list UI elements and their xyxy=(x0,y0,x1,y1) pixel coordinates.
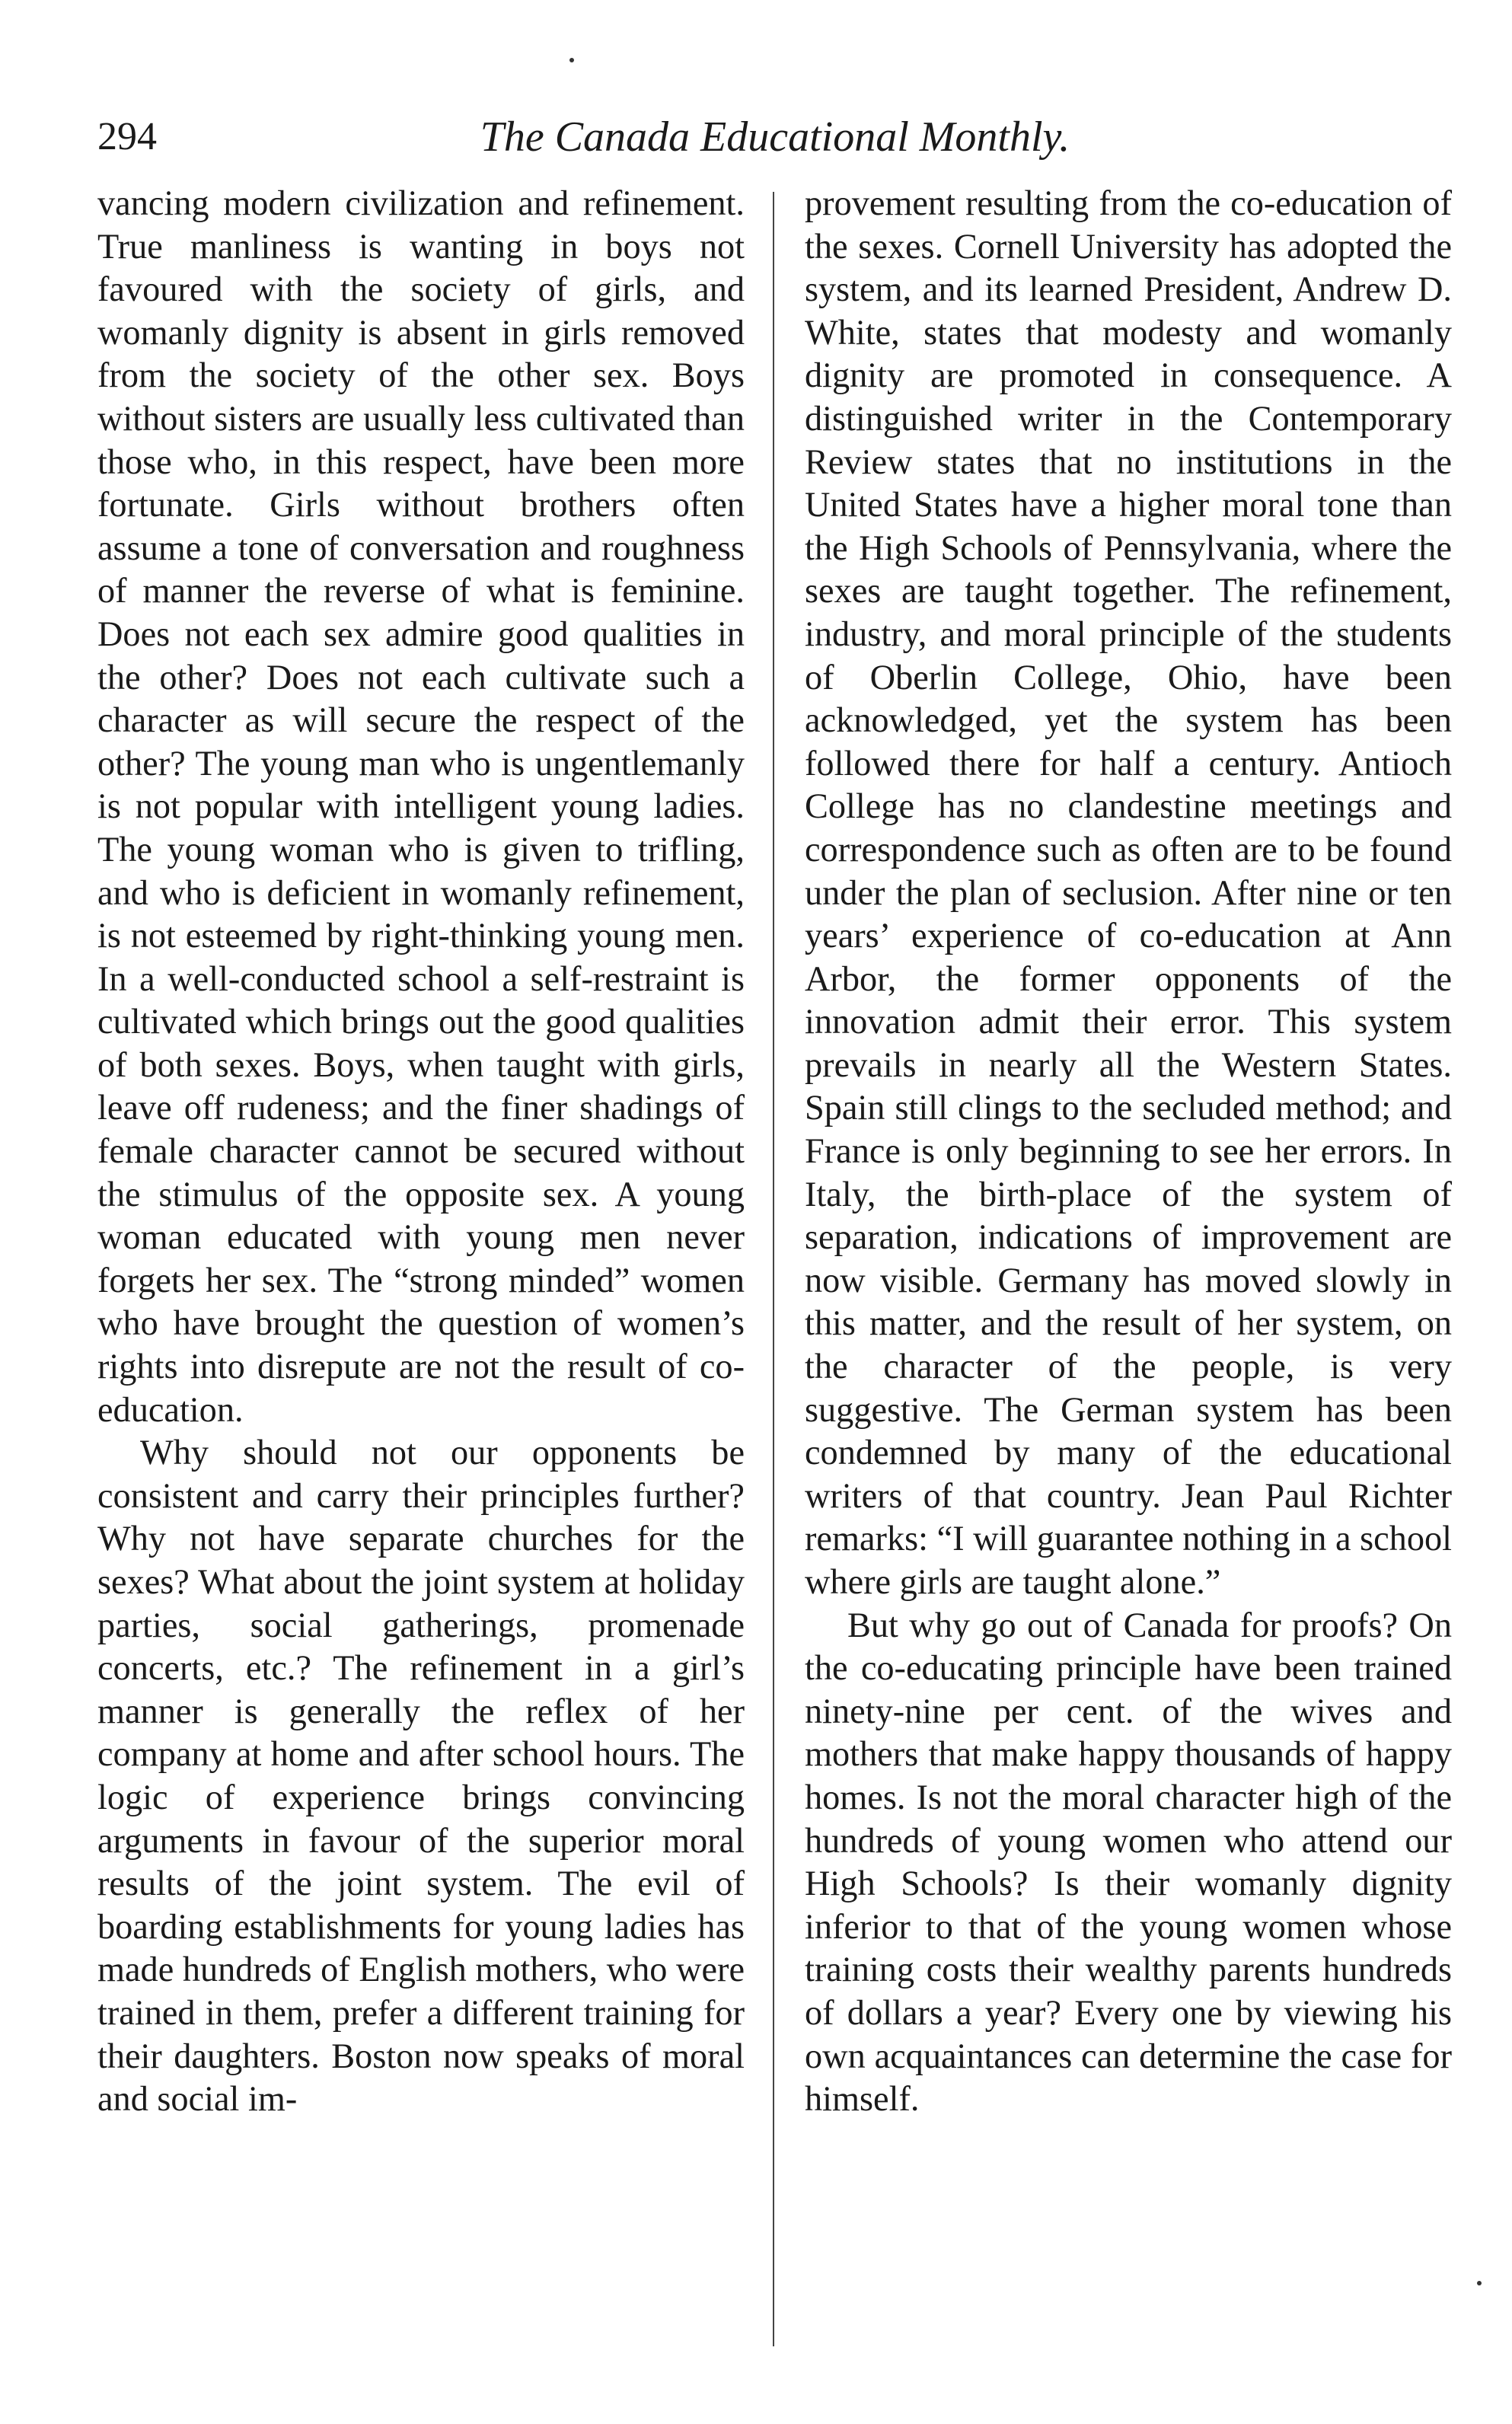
page-header xyxy=(97,107,1453,167)
right-paragraph-1: provement resulting from the co-education of the sexes. Cornell University has adopted the system, and its learned President, Andrew D. White, states that modesty and womanly dignity are promoted in consequence. A distinguished writer in the Contemporary Review states that no institutions in the United States have a higher moral tone than the High Schools of Pennsylvania, where the sexes are taught together. The refinement, industry, and moral principle of the students of Oberlin College, Ohio, have been acknowledged, yet the system has been followed there for half a century. Antioch College has no clandestine meetings and correspondence such as often are to be found under the plan of seclusion. After nine or ten years’ experience of co-education at Ann Arbor, the former opponents of the innovation admit their error. This system prevails in nearly all the Western States. Spain still clings to the secluded method; and France is only beginning to see her errors. In Italy, the birth-place of the system of separation, indications of improvement are now visible. Germany has moved slowly in this matter, and the result of her system, on the character of the people, is very suggestive. The German system has been condemned by many of the educational writers of that country. Jean Paul Richter remarks: “I will guarantee nothing in a school where girls are taught alone.” xyxy=(805,184,1452,1602)
left-paragraph-2: Why should not our opponents be consistent and carry their principles further? Why not have separate churches for the sexes? What about the joint system at holiday parties, social gatherings, promenade concerts, etc.? The refinement in a girl’s manner is generally the reflex of her company at home and after school hours. The logic of experience brings convincing arguments in favour of the superior moral results of the joint system. The evil of boarding establishments for young ladies has made hundreds of English mothers, who were trained in them, prefer a different training for their daughters. Boston now speaks of moral and social im- xyxy=(97,1434,745,2119)
running-title: The Canada Educational Monthly. xyxy=(480,113,1070,161)
column-divider xyxy=(773,192,774,2346)
left-paragraph-1: vancing modern civilization and refinement. True manliness is wanting in boys not favoured with the society of girls, and womanly dignity is absent in girls removed from the society of the other sex. Boys without sisters are usually less cultivated than those who, in this respect, have been more fortunate. Girls without brothers often assume a tone of conversation and roughness of manner the reverse of what is feminine. Does not each sex admire good qualities in the other? Does not each cultivate such a character as will secure the respect of the other? The young man who is ungentlemanly is not popular with intelligent young ladies. The young woman who is given to trifling, and who is deficient in womanly refinement, is not esteemed by right-thinking young men. In a well-conducted school a self-restraint is cultivated which brings out the good qualities of both sexes. Boys, when taught with girls, leave off rudeness; and the finer shadings of female character cannot be secured without the stimulus of the opposite sex. A young woman educated with young men never forgets her sex. The “strong minded” women who have brought the question of women’s rights into disrepute are not the result of co-education. xyxy=(97,184,745,1430)
print-speck xyxy=(569,58,574,62)
right-column xyxy=(805,183,1452,2122)
left-column xyxy=(97,183,745,2122)
print-speck xyxy=(1477,2281,1482,2285)
page-number: 294 xyxy=(97,115,157,158)
right-paragraph-2: But why go out of Canada for proofs? On the co-educating principle have been trained ninety-nine per cent. of the wives and mothers that make happy thousands of happy homes. Is not the moral character high of the hundreds of young women who attend our High Schools? Is their womanly dignity inferior to that of the young women whose training costs their wealthy parents hundreds of dollars a year? Every one by viewing his own acquaintances can determine the case for himself. xyxy=(805,1606,1452,2119)
